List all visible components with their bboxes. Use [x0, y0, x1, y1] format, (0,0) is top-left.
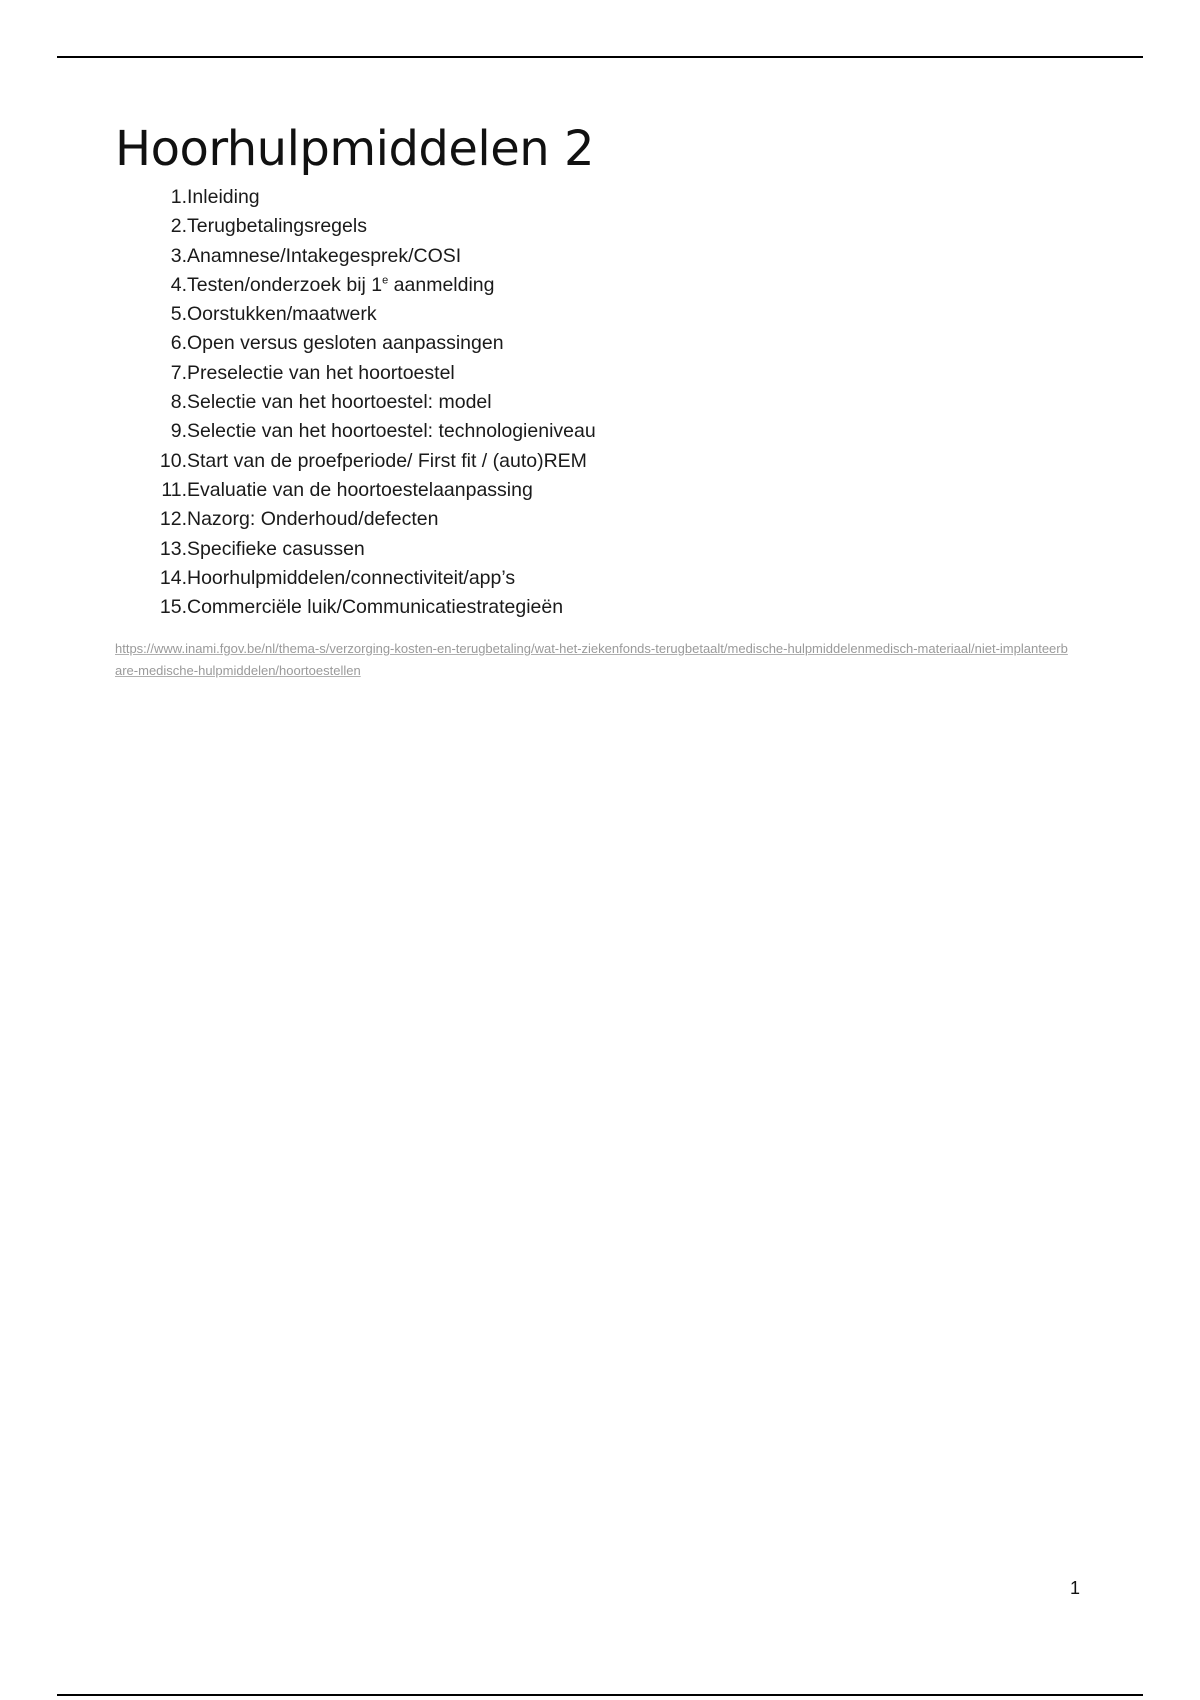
table-of-contents: [115, 183, 596, 622]
footer-rule: [57, 1694, 1143, 1696]
toc-item-label: Selectie van het hoortoestel: technologieniveau: [187, 420, 596, 443]
toc-item-number: 3.: [170, 244, 187, 267]
toc-item: [115, 329, 504, 358]
toc-item-label: Anamnese/Intakegesprek/COSI: [187, 244, 462, 267]
toc-item-label: Inleiding: [187, 186, 260, 208]
toc-item-label: Evaluatie van de hoortoestelaanpassing: [187, 478, 533, 501]
toc-item-label: Hoorhulpmiddelen/connectiviteit/app’s: [187, 566, 516, 589]
toc-item-number: 7.: [170, 361, 187, 384]
toc-item: [115, 212, 367, 241]
toc-item: [115, 183, 260, 212]
toc-item-number: 10.: [159, 449, 187, 472]
toc-item: [115, 242, 462, 271]
toc-item-number: 5.: [170, 303, 187, 326]
toc-item-number: 13.: [159, 537, 187, 560]
toc-item-label: [187, 271, 495, 300]
toc-item-number: 9.: [170, 420, 187, 443]
toc-item-label: Open versus gesloten aanpassingen: [187, 332, 504, 355]
toc-item-number: 2.: [170, 215, 187, 238]
toc-item-label: Preselectie van het hoortoestel: [187, 361, 455, 384]
toc-item-number: 15.: [159, 596, 187, 619]
toc-item-label-text: aanmelding: [388, 273, 495, 296]
toc-item: [115, 447, 587, 476]
toc-item-number: 14.: [159, 566, 187, 589]
toc-item: [115, 300, 377, 329]
toc-item-number: 1.: [170, 186, 187, 208]
source-link[interactable]: https://www.inami.fgov.be/nl/thema-s/verzorging-kosten-en-terugbetaling/wat-het-ziekenfonds-terugbetaalt/medische-hulpmiddelenmedisch-materiaal/niet-implanteerbare-medische-hulpmiddelen/hoortoestellen: [115, 641, 1068, 678]
toc-item: [115, 505, 439, 534]
toc-item: [115, 593, 564, 622]
toc-item: [115, 535, 365, 564]
toc-item-label-text: Testen/onderzoek bij 1: [187, 273, 383, 296]
toc-item-number: 12.: [159, 508, 187, 531]
toc-item-label: Nazorg: Onderhoud/defecten: [187, 508, 439, 531]
toc-item-number: 11.: [161, 478, 187, 501]
toc-item: [115, 271, 495, 300]
toc-item-label: Start van de proefperiode/ First fit / (auto)REM: [187, 449, 587, 472]
header-rule: [57, 56, 1143, 58]
toc-item: [115, 476, 533, 505]
page-title: Hoorhulpmiddelen 2: [115, 121, 595, 177]
toc-item: [115, 417, 596, 446]
ordinal-superscript: e: [382, 274, 389, 287]
page-number: 1: [1070, 1578, 1081, 1598]
toc-item-number: 8.: [170, 391, 187, 414]
toc-item-number: 6.: [170, 332, 187, 355]
toc-item-number: 4.: [170, 273, 187, 296]
toc-item-label: Terugbetalingsregels: [187, 215, 367, 238]
toc-item-label: Commerciële luik/Communicatiestrategieën: [187, 596, 564, 619]
toc-item-label: Selectie van het hoortoestel: model: [187, 391, 492, 414]
toc-item-label: Specifieke casussen: [187, 537, 365, 560]
toc-item: [115, 359, 455, 388]
toc-item-label: Oorstukken/maatwerk: [187, 303, 377, 326]
toc-item: [115, 388, 492, 417]
toc-item: [115, 564, 516, 593]
